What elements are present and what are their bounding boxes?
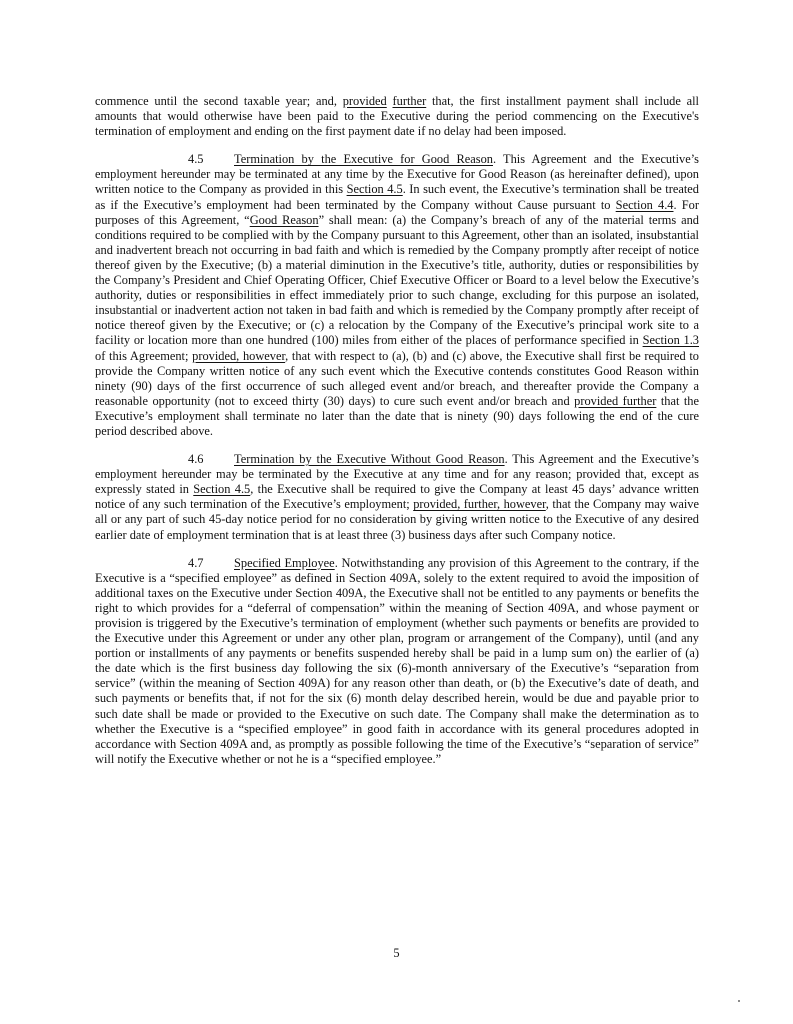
proviso-term: provided further: [574, 393, 657, 408]
section-number: 4.5: [188, 152, 204, 167]
section-number: 4.6: [188, 452, 204, 467]
section-4-6-paragraph: 4.6 Termination by the Executive Without Good Reason. This Agreement and the Executive’s employment hereunder may be terminated by the Executive at any time and for any reason; provided that, except as expressly stated in Section 4.5, the Executive shall be required to give the Company at least 45 days’ advance written notice of any such termination of the Executive’s employment; provided, further, however, that the Company may waive all or any part of such 45-day notice period for no consideration by giving written notice to the Executive of any desired earlier date of employment termination that is at least three (3) business days after such Company notice.: [95, 452, 700, 542]
proviso-term: provided, however: [192, 348, 286, 363]
section-heading: Specified Employee: [234, 555, 335, 570]
section-reference: Section 1.3: [642, 333, 699, 348]
section-reference: Section 4.5: [193, 482, 251, 497]
section-reference: Section 4.5: [346, 182, 403, 197]
proviso-term: provided, further, however: [413, 497, 546, 512]
section-heading: Termination by the Executive for Good Reason: [234, 152, 493, 167]
page-number: 5: [393, 946, 400, 960]
scan-speck: [738, 1000, 740, 1002]
section-reference: Section 4.4: [615, 197, 674, 212]
continuation-paragraph: commence until the second taxable year; and, provided further that, the first installment payment shall include all amounts that would otherwise have been paid to the Executive during the period commencing on the Executive's termination of employment and ending on the first payment date if no delay had been imposed.: [95, 94, 699, 139]
defined-term: Good Reason: [249, 212, 319, 227]
document-body: [95, 94, 699, 780]
section-heading: Termination by the Executive Without Good Reason: [234, 452, 505, 467]
section-number: 4.7: [188, 555, 204, 570]
section-4-5-paragraph: 4.5 Termination by the Executive for Good Reason. This Agreement and the Executive’s employment hereunder may be terminated at any time by the Executive for Good Reason (as hereinafter defined), upon written notice to the Company as provided in this Section 4.5. In such event, the Executive’s termination shall be treated as if the Executive’s employment had been terminated by the Company without Cause pursuant to Section 4.4. For purposes of this Agreement, “Good Reason” shall mean: (a) the Company’s breach of any of the material terms and conditions required to be complied with by the Company pursuant to this Agreement, other than an isolated, insubstantial and inadvertent breach not occurring in bad faith and which is remedied by the Company promptly after receipt of notice thereof given by the Executive; (b) a material diminution in the Executive’s title, authority, duties or responsibilities by the Company’s President and Chief Operating Officer, Chief Executive Officer or Board to a level below the Executive’s authority, duties or responsibilities in effect immediately prior to such change, excluding for this purpose an isolated, insubstantial or inadvertent action not taken in bad faith and which is remedied by the Company promptly after receipt of notice thereof given by the Executive; or (c) a relocation by the Company of the Executive’s principal work site to a facility or location more than one hundred (100) miles from either of the places of performance specified in Section 1.3 of this Agreement; provided, however, that with respect to (a), (b) and (c) above, the Executive shall first be required to provide the Company written notice of any such event which the Executive contends constitutes Good Reason within ninety (90) days of the first occurrence of such alleged event and/or breach, and thereafter provide the Company a reasonable opportunity (not to exceed thirty (30) days) to cure such event and/or breach and provided further that the Executive’s employment shall terminate no later than the date that is ninety (90) days following the end of the cure period described above.: [95, 152, 700, 438]
section-4-7-paragraph: 4.7 Specified Employee. Notwithstanding any provision of this Agreement to the contrary, if the Executive is a “specified employee” as defined in Section 409A, solely to the extent required to avoid the imposition of additional taxes on the Executive under Section 409A, the Executive shall not be entitled to any payments or benefits the right to which provides for a “deferral of compensation” within the meaning of Section 409A, and whose payment or provision is triggered by the Executive’s termination of employment (whether such payments or benefits are provided to the Executive under this Agreement or under any other plan, program or arrangement of the Company), until (and any portion or installments of any payments or benefits suspended hereby shall be paid in a lump sum on) the earlier of (a) the date which is the first business day following the six (6)-month anniversary of the Executive’s “separation from service” (within the meaning of Section 409A) for any reason other than death, or (b) the Executive’s date of death, and such payments or benefits that, if not for the six (6) month delay described herein, would be due and payable prior to such date shall be made or provided to the Executive on such date. The Company shall make the determination as to whether the Executive is a “specified employee” in good faith in accordance with its general procedures adopted in accordance with Section 409A and, as promptly as possible following the time of the Executive’s “separation of service” will notify the Executive whether or not he is a “specified employee.”: [95, 555, 699, 766]
further-term: further: [392, 94, 427, 108]
provided-term: provided: [342, 94, 387, 108]
